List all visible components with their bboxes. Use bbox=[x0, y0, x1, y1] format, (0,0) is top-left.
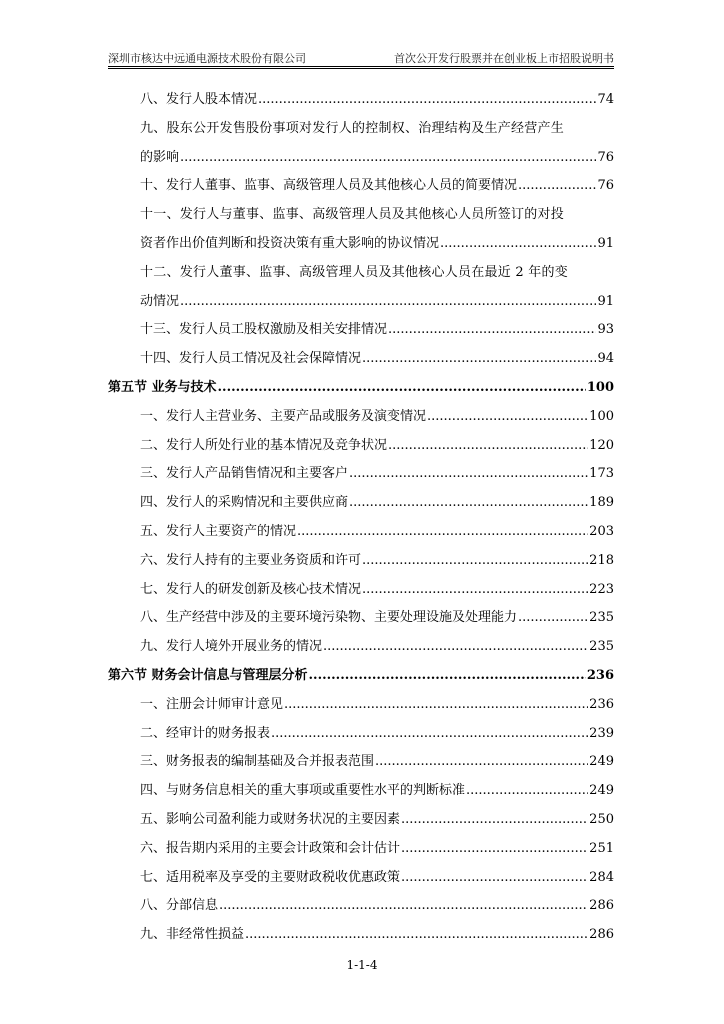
header-company-name: 深圳市核达中远通电源技术股份有限公司 bbox=[108, 52, 306, 65]
toc-entry[interactable] bbox=[108, 691, 614, 720]
toc-page-number: 249 bbox=[589, 783, 614, 799]
toc-leader-dots bbox=[440, 230, 596, 259]
toc-entry-continuation[interactable] bbox=[108, 230, 614, 259]
toc-entry-title: 八、分部信息 bbox=[140, 898, 219, 914]
toc-leader-dots bbox=[388, 316, 596, 345]
toc-page-number: 91 bbox=[597, 293, 614, 309]
toc-page-number: 173 bbox=[589, 466, 614, 482]
toc-leader-dots bbox=[362, 547, 588, 576]
toc-entry-title: 九、非经常性损益 bbox=[140, 927, 245, 943]
toc-page-number: 100 bbox=[589, 408, 614, 424]
toc-entry[interactable] bbox=[108, 86, 614, 115]
toc-leader-dots bbox=[349, 460, 588, 489]
toc-entry-title: 六、发行人持有的主要业务资质和许可 bbox=[140, 552, 362, 568]
toc-entry[interactable] bbox=[108, 432, 614, 461]
toc-leader-dots bbox=[466, 777, 588, 806]
toc-entry[interactable] bbox=[108, 921, 614, 950]
toc-page-number: 249 bbox=[589, 754, 614, 770]
toc-entry-line[interactable] bbox=[108, 201, 614, 230]
toc-entry-title: 的影响 bbox=[140, 149, 180, 165]
toc-section-entry[interactable] bbox=[108, 374, 614, 403]
page-number: 1-1-4 bbox=[346, 958, 378, 972]
toc-entry-line[interactable] bbox=[108, 259, 614, 288]
toc-leader-dots bbox=[297, 518, 588, 547]
toc-entry-title: 二、经审计的财务报表 bbox=[140, 725, 271, 741]
toc-entry-title: 八、生产经营中涉及的主要环境污染物、主要处理设施及处理能力 bbox=[140, 610, 518, 626]
toc-entry[interactable] bbox=[108, 835, 614, 864]
toc-leader-dots bbox=[401, 835, 588, 864]
toc-page-number: 120 bbox=[589, 437, 614, 453]
toc-entry[interactable] bbox=[108, 345, 614, 374]
toc-entry[interactable] bbox=[108, 172, 614, 201]
toc-leader-dots bbox=[309, 662, 586, 691]
toc-page-number: 236 bbox=[586, 667, 614, 683]
toc-entry[interactable] bbox=[108, 604, 614, 633]
toc-entry-title: 十一、发行人与董事、监事、高级管理人员及其他核心人员所签订的对投 bbox=[140, 207, 565, 223]
toc-entry-title: 十四、发行人员工情况及社会保障情况 bbox=[140, 351, 362, 367]
toc-entry-line[interactable] bbox=[108, 115, 614, 144]
toc-entry-title: 五、发行人主要资产的情况 bbox=[140, 523, 297, 539]
toc-page-number: 284 bbox=[589, 869, 614, 885]
toc-leader-dots bbox=[362, 576, 588, 605]
toc-entry[interactable] bbox=[108, 489, 614, 518]
toc-page-number: 76 bbox=[597, 178, 614, 194]
toc-leader-dots bbox=[427, 403, 588, 432]
toc-page-number: 251 bbox=[589, 840, 614, 856]
toc-leader-dots bbox=[375, 748, 588, 777]
page-header bbox=[108, 50, 614, 66]
toc-entry-title: 资者作出价值判断和投资决策有重大影响的协议情况 bbox=[140, 235, 440, 251]
toc-leader-dots bbox=[349, 489, 588, 518]
toc-entry-title: 一、发行人主营业务、主要产品或服务及演变情况 bbox=[140, 408, 427, 424]
table-of-contents bbox=[108, 86, 614, 950]
toc-entry-title: 三、发行人产品销售情况和主要客户 bbox=[140, 466, 349, 482]
toc-page-number: 250 bbox=[589, 811, 614, 827]
toc-entry-title: 动情况 bbox=[140, 293, 180, 309]
toc-entry[interactable] bbox=[108, 460, 614, 489]
toc-entry-title: 五、影响公司盈利能力或财务状况的主要因素 bbox=[140, 811, 401, 827]
toc-entry[interactable] bbox=[108, 720, 614, 749]
toc-leader-dots bbox=[401, 864, 588, 893]
toc-page-number: 286 bbox=[589, 898, 614, 914]
toc-entry[interactable] bbox=[108, 633, 614, 662]
toc-entry-title: 七、适用税率及享受的主要财政税收优惠政策 bbox=[140, 869, 401, 885]
toc-leader-dots bbox=[401, 806, 588, 835]
toc-leader-dots bbox=[284, 691, 588, 720]
toc-entry-title: 第五节 业务与技术 bbox=[108, 379, 217, 395]
toc-leader-dots bbox=[180, 288, 596, 317]
toc-entry-title: 九、股东公开发售股份事项对发行人的控制权、治理结构及生产经营产生 bbox=[140, 120, 565, 136]
toc-page-number: 100 bbox=[586, 379, 614, 395]
toc-entry-title: 三、财务报表的编制基础及合并报表范围 bbox=[140, 754, 375, 770]
toc-leader-dots bbox=[518, 604, 588, 633]
toc-page-number: 93 bbox=[597, 322, 614, 338]
toc-page-number: 239 bbox=[589, 725, 614, 741]
toc-entry-title: 十、发行人董事、监事、高级管理人员及其他核心人员的简要情况 bbox=[140, 178, 518, 194]
toc-entry-continuation[interactable] bbox=[108, 288, 614, 317]
toc-leader-dots bbox=[518, 172, 596, 201]
toc-leader-dots bbox=[388, 432, 588, 461]
toc-leader-dots bbox=[218, 374, 586, 403]
header-divider bbox=[108, 66, 614, 69]
toc-page-number: 203 bbox=[589, 523, 614, 539]
toc-entry-title: 十三、发行人员工股权激励及相关安排情况 bbox=[140, 322, 388, 338]
toc-page-number: 286 bbox=[589, 927, 614, 943]
toc-leader-dots bbox=[219, 892, 588, 921]
toc-leader-dots bbox=[323, 633, 588, 662]
toc-page-number: 223 bbox=[589, 581, 614, 597]
toc-entry[interactable] bbox=[108, 748, 614, 777]
toc-entry-title: 二、发行人所处行业的基本情况及竞争状况 bbox=[140, 437, 388, 453]
toc-page-number: 76 bbox=[597, 149, 614, 165]
toc-entry[interactable] bbox=[108, 777, 614, 806]
toc-entry[interactable] bbox=[108, 576, 614, 605]
toc-leader-dots bbox=[180, 144, 596, 173]
toc-page-number: 218 bbox=[589, 552, 614, 568]
toc-entry[interactable] bbox=[108, 518, 614, 547]
toc-entry[interactable] bbox=[108, 864, 614, 893]
toc-entry-title: 四、发行人的采购情况和主要供应商 bbox=[140, 495, 349, 511]
toc-entry[interactable] bbox=[108, 403, 614, 432]
toc-page-number: 235 bbox=[589, 639, 614, 655]
toc-entry[interactable] bbox=[108, 892, 614, 921]
toc-entry[interactable] bbox=[108, 547, 614, 576]
toc-leader-dots bbox=[245, 921, 588, 950]
toc-entry-title: 四、与财务信息相关的重大事项或重要性水平的判断标准 bbox=[140, 783, 466, 799]
toc-page-number: 235 bbox=[589, 610, 614, 626]
toc-entry[interactable] bbox=[108, 806, 614, 835]
toc-page-number: 189 bbox=[589, 495, 614, 511]
toc-entry-title: 九、发行人境外开展业务的情况 bbox=[140, 639, 323, 655]
header-document-title: 首次公开发行股票并在创业板上市招股说明书 bbox=[394, 52, 614, 65]
toc-leader-dots bbox=[271, 720, 588, 749]
toc-section-entry[interactable] bbox=[108, 662, 614, 691]
toc-entry-title: 第六节 财务会计信息与管理层分析 bbox=[108, 667, 308, 683]
toc-page-number: 91 bbox=[597, 235, 614, 251]
toc-entry-title: 一、注册会计师审计意见 bbox=[140, 696, 284, 712]
toc-page-number: 74 bbox=[597, 92, 614, 107]
toc-leader-dots bbox=[258, 86, 596, 115]
toc-leader-dots bbox=[362, 345, 596, 374]
toc-entry[interactable] bbox=[108, 316, 614, 345]
toc-page-number: 236 bbox=[589, 696, 614, 712]
toc-entry-title: 十二、发行人董事、监事、高级管理人员及其他核心人员在最近 2 年的变 bbox=[140, 264, 569, 280]
toc-page-number: 94 bbox=[597, 351, 614, 367]
toc-entry-title: 六、报告期内采用的主要会计政策和会计估计 bbox=[140, 840, 401, 856]
toc-entry-title: 八、发行人股本情况 bbox=[140, 92, 258, 107]
toc-entry-continuation[interactable] bbox=[108, 144, 614, 173]
toc-entry-title: 七、发行人的研发创新及核心技术情况 bbox=[140, 581, 362, 597]
